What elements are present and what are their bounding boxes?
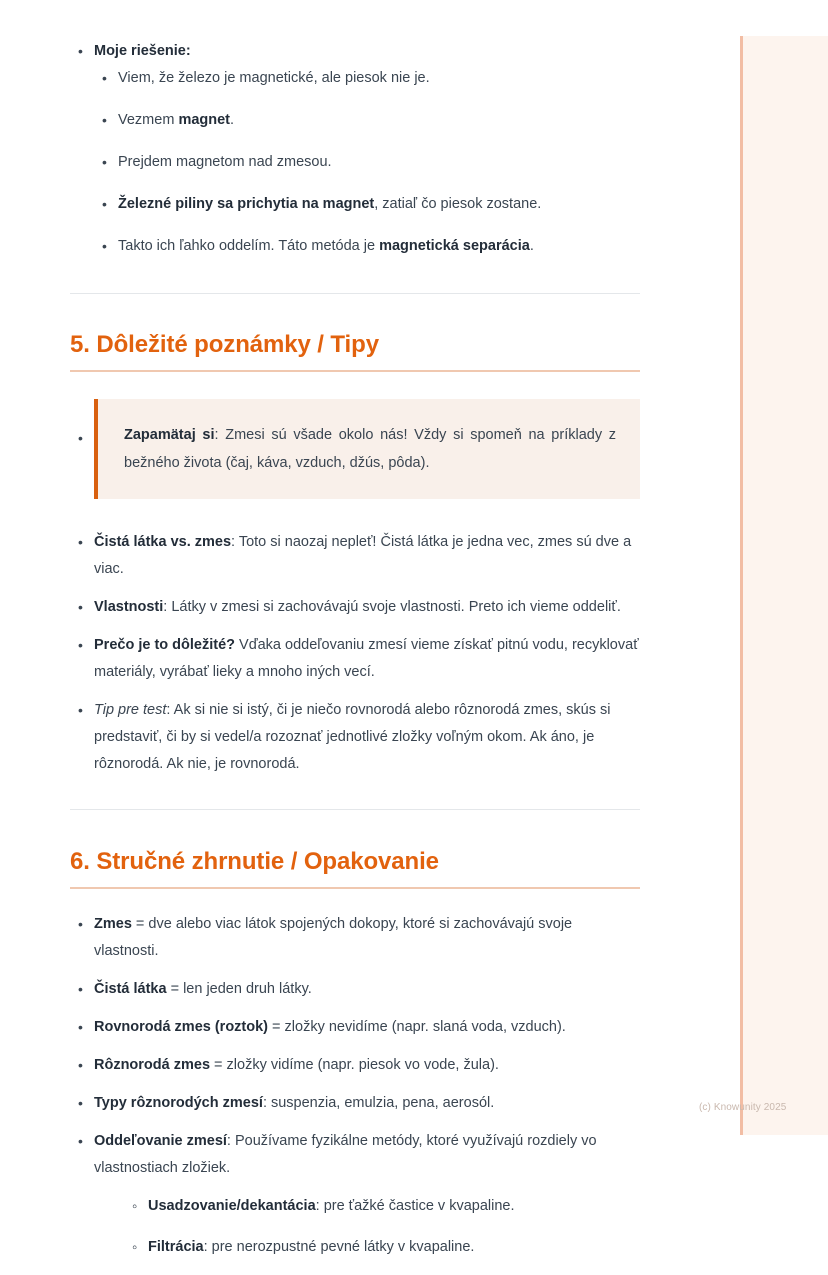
list-item (94, 233, 640, 260)
copyright-watermark: (c) Knowunity 2025 (699, 1102, 787, 1113)
sub-bullet-bold-label: Usadzovanie/dekantácia (148, 1198, 316, 1214)
bullet-bold-label: Rovnorodá zmes (roztok) (94, 1019, 269, 1035)
list-item (94, 65, 640, 92)
bullet-text: : Látky v zmesi si zachovávajú svoje vlastnosti. Preto ich vieme oddeliť. (163, 599, 621, 615)
sub-bullet-bold-label: Filtrácia (148, 1239, 204, 1255)
list-item (70, 529, 640, 583)
list-item (70, 1014, 640, 1041)
callout-bold-label: Zapamätaj si (124, 427, 215, 443)
list-item (94, 149, 640, 176)
section6-summary-list (70, 911, 640, 1261)
sub-bullet-text: : pre ťažké častice v kvapaline. (315, 1198, 515, 1214)
step-text-bold: magnetická separácia (379, 238, 530, 254)
list-item (124, 1193, 640, 1220)
step-text: Viem, že železo je magnetické, ale piesok nie je. (118, 70, 430, 86)
list-item (70, 911, 640, 965)
list-item (70, 697, 640, 778)
bullet-text: = len jeden druh látky. (166, 981, 312, 997)
list-item (124, 1234, 640, 1261)
list-item (70, 1052, 640, 1079)
bullet-text: : suspenzia, emulzia, pena, aerosól. (262, 1095, 495, 1111)
sub-bullet-text: : pre nerozpustné pevné látky v kvapaline. (203, 1239, 475, 1255)
bullet-bold-label: Oddeľovanie zmesí (94, 1133, 227, 1149)
step-text-post: , zatiaľ čo piesok zostane. (374, 196, 542, 212)
bullet-text: = zložky vidíme (napr. piesok vo vode, žula). (210, 1057, 499, 1073)
step-text-pre: Vezmem (118, 112, 179, 128)
bullet-bold-label: Vlastnosti (94, 599, 164, 615)
bullet-italic-label: Tip pre test (94, 702, 167, 718)
step-text-pre: Takto ich ľahko oddelím. Táto metóda je (118, 238, 380, 254)
step-text: Prejdem magnetom nad zmesou. (118, 154, 332, 170)
bullet-bold-label: Prečo je to dôležité? (94, 637, 235, 653)
list-item (94, 107, 640, 134)
step-text-bold: magnet (178, 112, 231, 128)
list-item (70, 38, 640, 260)
step-text-bold: Železné piliny sa prichytia na magnet (118, 196, 375, 212)
bullet-text: : Ak si nie si istý, či je niečo rovnorodá alebo rôznorodá zmes, skús si predstaviť, či by si vedel/a rozoznať jednotlivé zložky voľným okom. Ak áno, je rôznorodá. Ak nie, je rovnorodá. (94, 702, 611, 772)
bullet-bold-label: Zmes (94, 916, 132, 932)
solution-lead-label: Moje riešenie: (94, 43, 191, 59)
callout-row (70, 399, 640, 499)
section-heading-6: 6. Stručné zhrnutie / Opakovanie (70, 848, 439, 875)
list-item (70, 976, 640, 1003)
list-item (70, 632, 640, 686)
bullet-text: : Používame fyzikálne metódy, ktoré využívajú rozdiely vo vlastnostiach zložiek. (94, 1133, 597, 1176)
callout-text: : Zmesi sú všade okolo nás! Vždy si spomeň na príklady z bežného života (čaj, káva, vzduch, džús, pôda). (124, 427, 616, 471)
list-item (70, 594, 640, 621)
bullet-bold-label: Typy rôznorodých zmesí (94, 1095, 263, 1111)
bullet-bold-label: Rôznorodá zmes (94, 1057, 211, 1073)
list-item (94, 191, 640, 218)
section-heading-5: 5. Dôležité poznámky / Tipy (70, 331, 379, 358)
bullet-text: = dve alebo viac látok spojených dokopy, ktoré si zachovávajú svoje vlastnosti. (94, 916, 573, 959)
bullet-bold-label: Čistá látka vs. zmes (94, 534, 232, 550)
section5-bullet-list (70, 529, 640, 778)
bullet-bold-label: Čistá látka (94, 981, 167, 997)
document-content (70, 0, 640, 1275)
list-item (70, 1090, 640, 1117)
step-text-post: . (529, 238, 534, 254)
separation-methods-list (94, 1193, 640, 1261)
list-item (70, 1128, 640, 1261)
step-text-post: . (230, 112, 235, 128)
remember-callout (94, 399, 640, 499)
bullet-text: = zložky nevidíme (napr. slaná voda, vzduch). (268, 1019, 566, 1035)
bullet-text: : Toto si naozaj nepleť! Čistá látka je jedna vec, zmes sú dve a viac. (94, 534, 632, 577)
bullet-text: Vďaka oddeľovaniu zmesí vieme získať pitnú vodu, recyklovať materiály, vyrábať lieky a mnoho iných vecí. (94, 637, 639, 680)
solution-steps-list (94, 65, 640, 260)
solution-list (70, 38, 640, 260)
